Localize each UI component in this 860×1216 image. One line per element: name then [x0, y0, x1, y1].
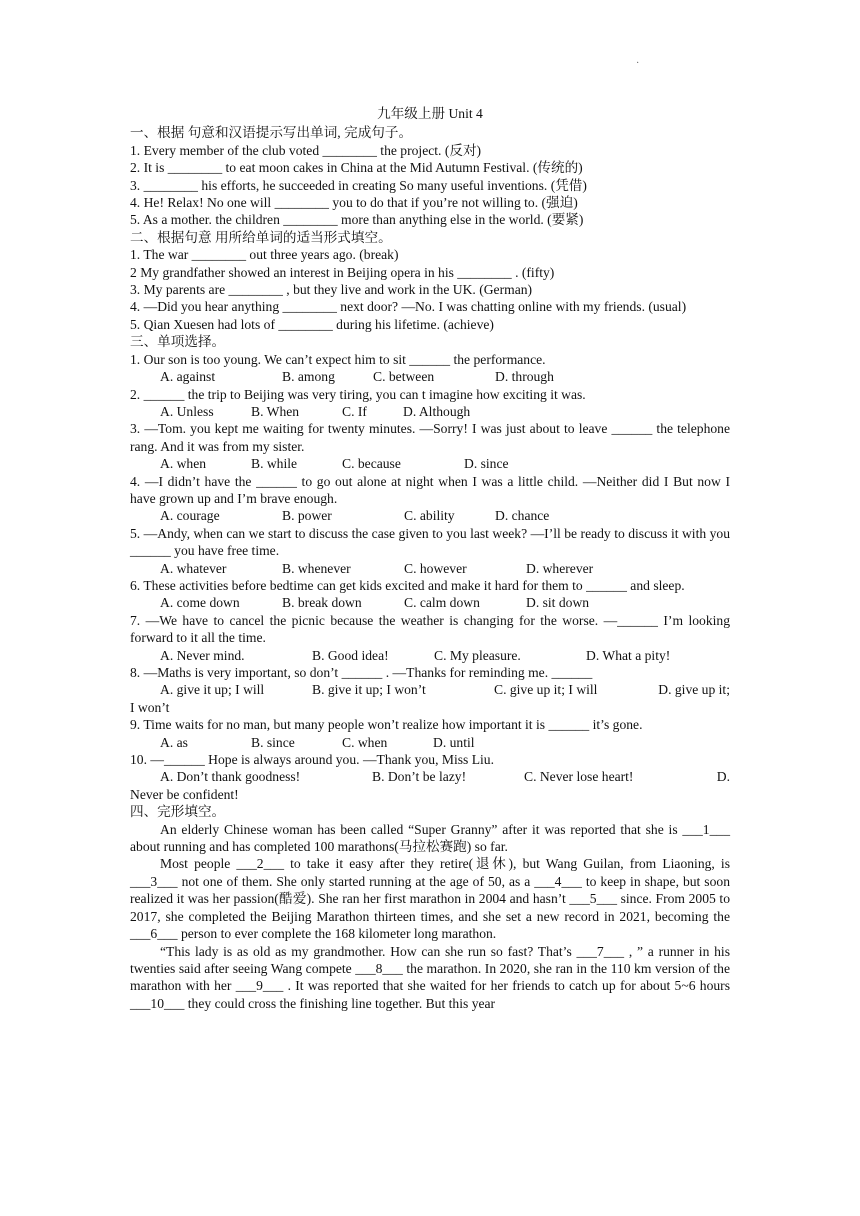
multiple-choice-list: [130, 351, 730, 804]
answer-option: C. give up it; I will: [494, 682, 598, 698]
answer-option: B. while: [251, 456, 298, 472]
answer-option: B. When: [251, 403, 300, 419]
question-stem: 7. —We have to cancel the picnic because the weather is changing for the worse. —______ I’m looking forward to it all the time.: [130, 612, 730, 646]
option-continuation: I won’t: [130, 699, 170, 715]
question-item: 2. It is ________ to eat moon cakes in China at the Mid Autumn Festival. (传统的): [130, 160, 583, 176]
answer-option: D. What a pity!: [586, 647, 671, 663]
answer-option: B. whenever: [282, 560, 351, 576]
answer-option: B. Good idea!: [312, 647, 389, 663]
question-item: 4. —Did you hear anything ________ next door? —No. I was chatting online with my friends. (usual): [130, 299, 687, 315]
answer-option: D. wherever: [526, 560, 594, 576]
answer-option: A. Unless: [160, 403, 214, 419]
answer-options: [130, 681, 730, 698]
answer-option: C. calm down: [404, 595, 480, 611]
section-heading: 一、根据 句意和汉语提示写出单词, 完成句子。: [130, 125, 413, 141]
answer-option: A. Don’t thank goodness!: [160, 769, 301, 785]
answer-options: [130, 734, 730, 751]
cloze-paragraph: An elderly Chinese woman has been called “Super Granny” after it was reported that she is ___1___ about running and has completed 100 marathons(马拉松赛跑) so far.: [130, 821, 730, 855]
section-3: [130, 333, 730, 803]
answer-options: [130, 560, 730, 577]
section-1: [130, 124, 730, 228]
question-item: 2 My grandfather showed an interest in Beijing opera in his ________ . (fifty): [130, 264, 555, 280]
answer-option: A. Never mind.: [160, 647, 245, 663]
question-stem: 10. —______ Hope is always around you. —Thank you, Miss Liu.: [130, 752, 494, 768]
answer-option: B. break down: [282, 595, 362, 611]
section-heading: 二、根据句意 用所给单词的适当形式填空。: [130, 229, 392, 245]
answer-option: D. since: [464, 456, 509, 472]
answer-option: A. when: [160, 456, 207, 472]
answer-option: D.: [716, 769, 730, 785]
question-stem: 4. —I didn’t have the ______ to go out alone at night when I was a little child. —Neither did I But now I have grown up and I’m brave enough.: [130, 473, 730, 506]
section-4: [130, 803, 730, 1012]
answer-option: C. ability: [404, 508, 455, 524]
answer-option: B. give it up; I won’t: [312, 682, 426, 698]
question-item: 3. ________ his efforts, he succeeded in creating So many useful inventions. (凭借): [130, 177, 587, 193]
answer-option: C. however: [404, 560, 467, 576]
answer-option: C. Never lose heart!: [524, 769, 634, 785]
answer-options: [130, 768, 730, 785]
answer-option: C. between: [373, 369, 435, 385]
answer-option: B. since: [251, 734, 295, 750]
question-item: 4. He! Relax! No one will ________ you to do that if you’re not willing to. (强迫): [130, 195, 578, 211]
page-title: 九年级上册 Unit 4: [377, 106, 483, 121]
answer-option: D. chance: [495, 508, 550, 524]
question-stem: 6. These activities before bedtime can get kids excited and make it hard for them to ______ and sleep.: [130, 577, 685, 593]
answer-option: C. My pleasure.: [434, 647, 521, 663]
section-heading: 四、完形填空。: [130, 804, 226, 820]
cloze-paragraph: Most people ___2___ to take it easy after they retire(退休), but Wang Guilan, from Liaoning, is ___3___ not one of them. She only started running at the age of 50, as a ___4___ to keep in shape, but soon realized it was her passion(酷爱). She ran her first marathon in 2004 and hasn’t ___5___ since. From 2005 to 2017, she completed the Beijing Marathon thirteen times, and she set a new record in 2021, becoming the ___6___ person to ever complete the 168 kilometer long marathon.: [130, 856, 730, 942]
answer-options: [130, 403, 730, 420]
answer-option: D. give up it;: [658, 682, 730, 698]
answer-option: D. sit down: [526, 595, 590, 611]
question-stem: 8. —Maths is very important, so don’t ______ . —Thanks for reminding me. ______: [130, 665, 593, 680]
answer-option: B. Don’t be lazy!: [372, 769, 467, 785]
question-item: 5. Qian Xuesen had lots of ________ during his lifetime. (achieve): [130, 316, 494, 332]
answer-option: D. through: [495, 369, 554, 385]
question-stem: 3. —Tom. you kept me waiting for twenty minutes. —Sorry! I was just about to leave ______ the telephone rang. And it was from my sister.: [130, 421, 730, 454]
answer-option: C. when: [342, 734, 388, 750]
question-stem: 9. Time waits for no man, but many people won’t realize how important it is ______ it’s gone.: [130, 717, 643, 733]
answer-option: A. whatever: [160, 560, 227, 576]
answer-options: [130, 507, 730, 524]
answer-option: B. power: [282, 508, 332, 524]
answer-option: A. courage: [160, 508, 220, 524]
answer-option: C. because: [342, 456, 401, 472]
question-item: 1. Every member of the club voted ________ the project. (反对): [130, 142, 482, 158]
question-item: 1. The war ________ out three years ago. (break): [130, 247, 399, 263]
answer-option: B. among: [282, 369, 335, 385]
worksheet-content: [130, 105, 730, 1012]
question-item: 5. As a mother. the children ________ more than anything else in the world. (要紧): [130, 212, 584, 228]
answer-options: [130, 594, 730, 611]
cloze-paragraph: “This lady is as old as my grandmother. How can she run so fast? That’s ___7___ , ” a runner in his twenties said after seeing Wang compete ___8___ the marathon. In 2020, she ran in the 110 km version of the marathon with her ___9___ . It was reported that she waited for her friends to catch up for about 5~6 hours ___10___ they could cross the finishing line together. But this year: [130, 943, 730, 1011]
question-stem: 1. Our son is too young. We can’t expect him to sit ______ the performance.: [130, 351, 546, 367]
section-2: [130, 229, 730, 333]
answer-option: D. until: [433, 734, 475, 750]
answer-options: [130, 647, 730, 664]
answer-option: D. Although: [403, 403, 471, 419]
page-mark: ·: [636, 58, 640, 69]
question-item: 3. My parents are ________ , but they live and work in the UK. (German): [130, 282, 533, 298]
answer-option: C. If: [342, 403, 367, 419]
question-stem: 2. ______ the trip to Beijing was very tiring, you can t imagine how exciting it was.: [130, 386, 586, 402]
answer-options: [130, 455, 730, 472]
answer-option: A. give it up; I will: [160, 682, 265, 698]
question-stem: 5. —Andy, when can we start to discuss the case given to you last week? —I’ll be ready to discuss it with you ______ you have free time.: [130, 525, 730, 559]
answer-option: A. come down: [160, 595, 240, 611]
section-heading: 三、单项选择。: [130, 334, 226, 350]
option-continuation: Never be confident!: [130, 786, 239, 802]
answer-option: A. against: [160, 369, 216, 385]
answer-options: [130, 368, 730, 385]
answer-option: A. as: [160, 734, 188, 750]
